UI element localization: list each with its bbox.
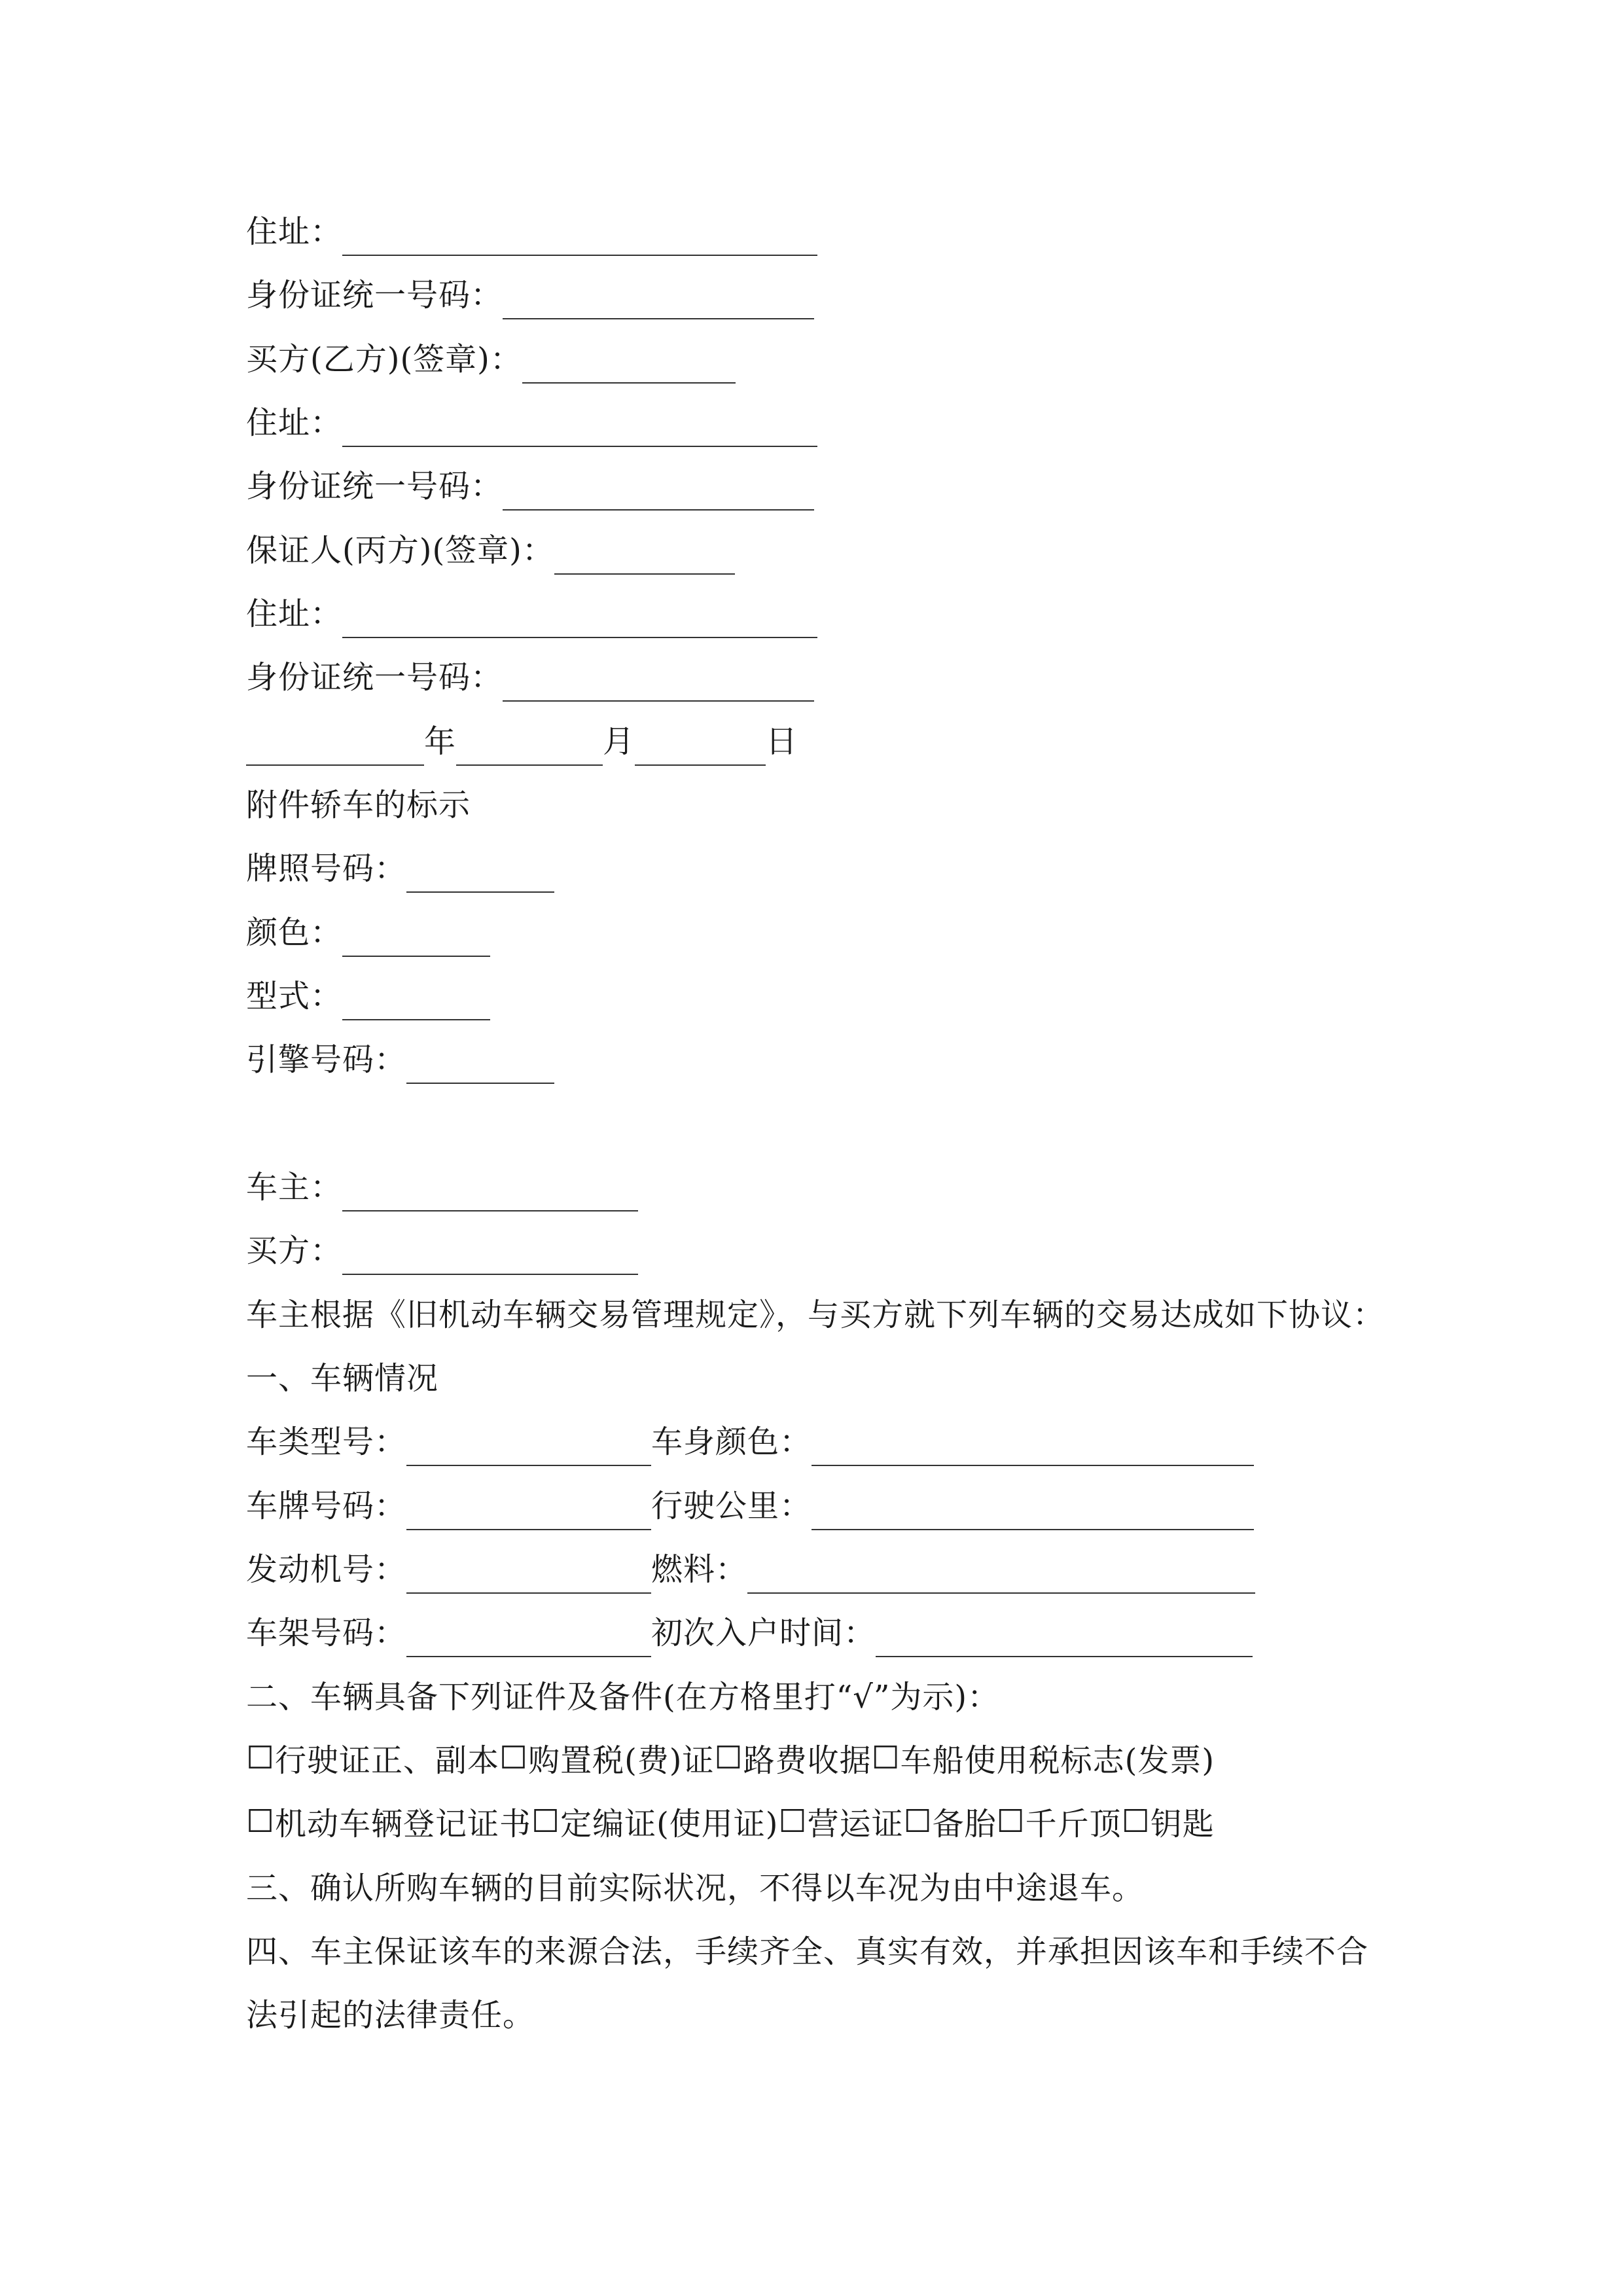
section3-text: 三、确认所购车辆的目前实际状况，不得以车况为由中途退车。 <box>246 1870 1145 1907</box>
party-a-id-row <box>246 260 814 324</box>
checkbox[interactable]: ☐ <box>871 1739 901 1776</box>
buyer-row <box>246 1216 638 1280</box>
document-item: 路费收据 <box>743 1742 872 1779</box>
type-field[interactable] <box>406 1427 651 1466</box>
checkbox[interactable]: ☐ <box>903 1803 933 1840</box>
checkbox[interactable]: ☐ <box>714 1739 743 1776</box>
sign-label: 买方(乙方)(签章)： <box>246 341 522 378</box>
checkbox[interactable]: ☐ <box>531 1803 561 1840</box>
buyer-field[interactable] <box>342 1236 638 1275</box>
guarantor-sign-row <box>246 516 735 579</box>
guarantor-address-row <box>246 579 817 643</box>
id-label: 身份证统一号码： <box>246 468 503 505</box>
intro-text: 车主根据《旧机动车辆交易管理规定》，与买方就下列车辆的交易达成如下协议： <box>246 1297 1385 1333</box>
plate-field[interactable] <box>406 853 554 893</box>
sign-field[interactable] <box>554 535 735 575</box>
section4-paragraph-line2 <box>246 1981 535 2044</box>
color-row <box>246 898 490 961</box>
color-label: 颜色： <box>246 914 343 951</box>
party-a-address-row <box>246 197 817 260</box>
date-row <box>246 707 798 770</box>
vehicle-plate-row <box>246 1471 1254 1535</box>
mileage-field[interactable] <box>812 1491 1254 1530</box>
checkbox[interactable]: ☐ <box>246 1803 276 1840</box>
party-b-address-row <box>246 388 817 452</box>
engine-row <box>246 1025 554 1088</box>
sign-label: 保证人(丙方)(签章)： <box>246 532 554 569</box>
plate-row <box>246 834 554 897</box>
document-item: 备胎 <box>932 1806 997 1842</box>
type-label: 车类型号： <box>246 1424 407 1460</box>
party-b-id-row <box>246 452 814 515</box>
plate-label: 车牌号码： <box>246 1488 407 1524</box>
section4-paragraph-line1 <box>246 1917 1368 1981</box>
sign-field[interactable] <box>522 344 736 384</box>
plate-label: 牌照号码： <box>246 850 407 887</box>
checkbox[interactable]: ☐ <box>246 1739 276 1776</box>
section3-paragraph <box>246 1854 1144 1917</box>
first-reg-label: 初次入户时间： <box>651 1615 876 1651</box>
vehicle-frame-row <box>246 1598 1253 1662</box>
document-item: 营运证 <box>807 1806 904 1842</box>
color-field[interactable] <box>342 918 490 957</box>
day-field[interactable] <box>635 726 766 766</box>
buyer-label: 买方： <box>246 1232 343 1269</box>
document-item: 定编证(使用证) <box>560 1806 779 1842</box>
address-field[interactable] <box>342 217 817 256</box>
body-color-field[interactable] <box>812 1427 1254 1466</box>
frame-field[interactable] <box>406 1618 651 1657</box>
checkbox[interactable]: ☐ <box>1121 1803 1150 1840</box>
id-field[interactable] <box>503 471 814 511</box>
plate-field[interactable] <box>406 1491 651 1530</box>
party-b-sign-row <box>246 325 736 388</box>
model-row <box>246 961 490 1025</box>
document-item: 机动车辆登记证书 <box>275 1806 532 1842</box>
document-item: 钥匙 <box>1150 1806 1215 1842</box>
section4-text-1: 四、车主保证该车的来源合法，手续齐全、真实有效，并承担因该车和手续不合 <box>246 1933 1369 1970</box>
month-label: 月 <box>603 723 635 760</box>
checkbox[interactable]: ☐ <box>499 1739 529 1776</box>
engine-label: 引擎号码： <box>246 1041 407 1078</box>
owner-row <box>246 1153 638 1216</box>
guarantor-id-row <box>246 643 814 706</box>
fuel-field[interactable] <box>747 1554 1255 1594</box>
address-field[interactable] <box>342 599 817 638</box>
month-field[interactable] <box>456 726 603 766</box>
engine-field[interactable] <box>406 1045 554 1084</box>
checkbox[interactable]: ☐ <box>778 1803 808 1840</box>
appendix-title-text: 附件轿车的标示 <box>246 787 471 823</box>
model-label: 型式： <box>246 978 343 1014</box>
section2-title-text: 二、车辆具备下列证件及备件(在方格里打“√”为示)： <box>246 1679 1000 1715</box>
owner-label: 车主： <box>246 1169 343 1206</box>
owner-field[interactable] <box>342 1172 638 1211</box>
body-color-label: 车身颜色： <box>651 1424 812 1460</box>
address-label: 住址： <box>246 213 343 250</box>
checkbox[interactable]: ☐ <box>996 1803 1026 1840</box>
vehicle-type-row <box>246 1407 1254 1471</box>
id-field[interactable] <box>503 280 814 319</box>
document-item: 千斤顶 <box>1025 1806 1122 1842</box>
address-label: 住址： <box>246 596 343 632</box>
model-field[interactable] <box>342 981 490 1020</box>
address-label: 住址： <box>246 404 343 441</box>
engine-label: 发动机号： <box>246 1551 407 1588</box>
document-item: 车船使用税标志(发票) <box>900 1742 1215 1779</box>
documents-row-1 <box>246 1726 1215 1789</box>
id-field[interactable] <box>503 662 814 702</box>
day-label: 日 <box>766 723 798 760</box>
appendix-title <box>246 770 471 834</box>
documents-row-2 <box>246 1789 1215 1853</box>
fuel-label: 燃料： <box>651 1551 748 1588</box>
year-field[interactable] <box>246 726 424 766</box>
vehicle-engine-row <box>246 1535 1255 1598</box>
section1-title <box>246 1344 438 1407</box>
id-label: 身份证统一号码： <box>246 277 503 314</box>
section1-title-text: 一、车辆情况 <box>246 1360 439 1397</box>
document-item: 购置税(费)证 <box>528 1742 715 1779</box>
section2-title <box>246 1662 999 1726</box>
mileage-label: 行驶公里： <box>651 1488 812 1524</box>
address-field[interactable] <box>342 408 817 447</box>
year-label: 年 <box>424 723 457 760</box>
id-label: 身份证统一号码： <box>246 659 503 696</box>
first-reg-field[interactable] <box>876 1618 1253 1657</box>
engine-field[interactable] <box>406 1554 651 1594</box>
section4-text-2: 法引起的法律责任。 <box>246 1997 535 2034</box>
intro-paragraph <box>246 1280 1385 1344</box>
frame-label: 车架号码： <box>246 1615 407 1651</box>
document-item: 行驶证正、副本 <box>275 1742 500 1779</box>
